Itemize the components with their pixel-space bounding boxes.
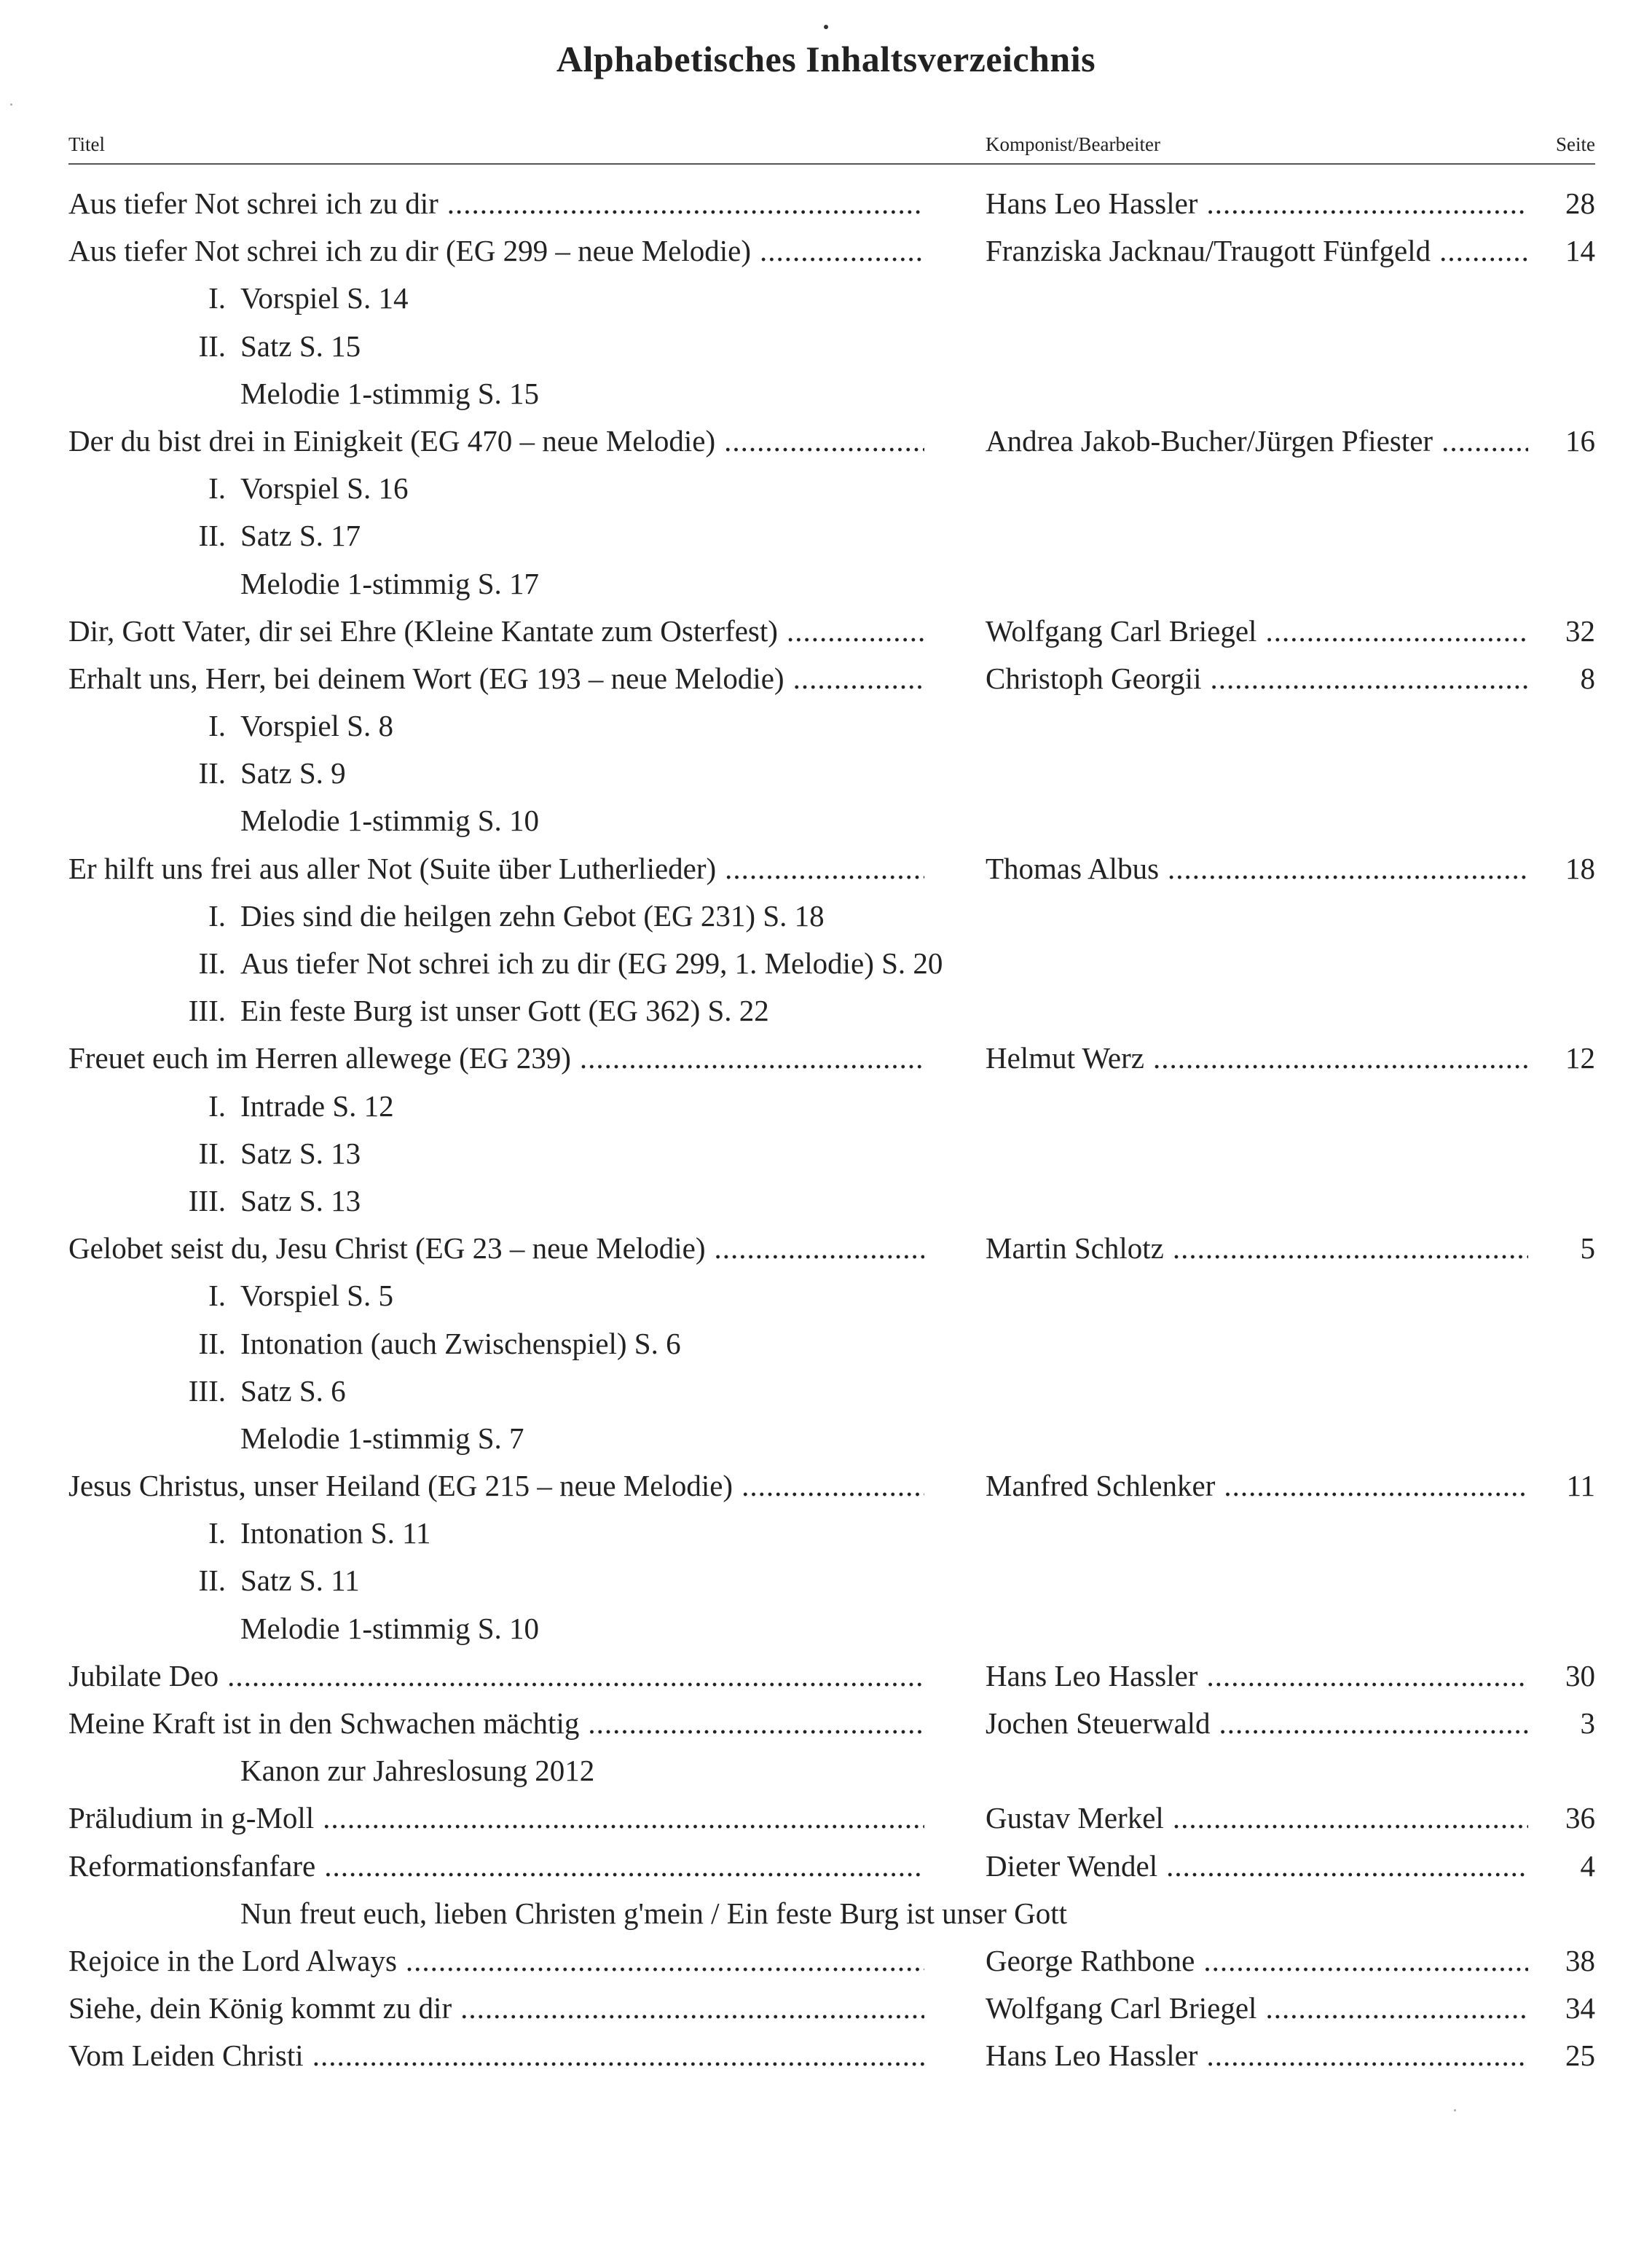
note-text: Kanon zur Jahreslosung 2012	[240, 1754, 595, 1788]
entry-title: Vom Leiden Christi	[68, 2039, 304, 2073]
note-text: Melodie 1-stimmig S. 15	[240, 376, 539, 410]
subentry-text: Satz S. 13	[240, 1183, 361, 1217]
entry-title-cell	[68, 1700, 924, 1747]
entry-composer: Wolfgang Carl Briegel	[986, 613, 1257, 648]
subentry-text: Dies sind die heilgen zehn Gebot (EG 231) S. 18	[240, 898, 825, 933]
entry-title-cell	[68, 845, 924, 892]
dot-leader	[1265, 608, 1528, 655]
scan-speck	[1454, 2109, 1456, 2111]
entry-composer: Gustav Merkel	[986, 1801, 1164, 1835]
dot-leader	[1206, 180, 1528, 227]
entry-title-cell	[68, 1794, 924, 1842]
note-text: Melodie 1-stimmig S. 17	[240, 566, 539, 600]
note-text: Nun freut euch, lieben Christen g'mein / Ein feste Burg ist unser Gott	[240, 1896, 1068, 1930]
toc-subentry	[0, 1177, 1652, 1225]
entry-title: Präludium in g-Moll	[68, 1801, 315, 1835]
dot-leader	[1206, 1652, 1528, 1700]
entry-composer: Christoph Georgii	[986, 661, 1202, 695]
subentry-numeral: I.	[208, 471, 226, 506]
entry-title: Meine Kraft ist in den Schwachen mächtig	[68, 1706, 580, 1740]
toc-note	[0, 560, 1652, 608]
entry-composer-cell	[986, 2032, 1528, 2079]
dot-leader	[1224, 1462, 1528, 1510]
toc-note	[0, 797, 1652, 844]
toc-entry	[0, 1937, 1652, 1985]
entry-title: Gelobet seist du, Jesu Christ (EG 23 – neue Melodie)	[68, 1231, 706, 1266]
toc-subentry	[0, 702, 1652, 750]
entry-composer: Helmut Werz	[986, 1041, 1144, 1075]
entry-composer: Martin Schlotz	[986, 1231, 1164, 1266]
subentry-numeral: I.	[208, 898, 226, 933]
entry-composer-cell	[986, 1843, 1528, 1890]
toc-subentry	[0, 1083, 1652, 1130]
subentry-text: Satz S. 6	[240, 1373, 346, 1408]
dot-leader	[1166, 1843, 1528, 1890]
entry-composer-cell	[986, 1794, 1528, 1842]
dot-leader	[447, 180, 924, 227]
toc-entry	[0, 2032, 1652, 2079]
entry-title-cell	[68, 608, 924, 655]
subentry-text: Intonation S. 11	[240, 1516, 431, 1550]
toc-subentry	[0, 940, 1652, 987]
entry-title: Reformationsfanfare	[68, 1848, 316, 1883]
dot-leader	[312, 2032, 924, 2079]
subentry-numeral: II.	[198, 1564, 226, 1598]
entry-title: Er hilft uns frei aus aller Not (Suite über Lutherlieder)	[68, 851, 717, 885]
subentry-numeral: II.	[198, 1136, 226, 1170]
toc-entry	[0, 180, 1652, 227]
toc-subentry	[0, 512, 1652, 560]
entry-title: Aus tiefer Not schrei ich zu dir (EG 299 – neue Melodie)	[68, 234, 752, 268]
dot-leader	[724, 417, 924, 465]
toc-subentry	[0, 1510, 1652, 1557]
toc-entry	[0, 1843, 1652, 1890]
toc-subentry	[0, 323, 1652, 370]
dot-leader	[1203, 1937, 1528, 1985]
entry-page-number: 18	[1565, 851, 1595, 885]
subentry-numeral: I.	[208, 1279, 226, 1313]
note-text: Melodie 1-stimmig S. 10	[240, 804, 539, 838]
entry-composer-cell	[986, 1985, 1528, 2032]
subentry-text: Satz S. 13	[240, 1136, 361, 1170]
column-header-titel: Titel	[68, 133, 106, 155]
entry-composer-cell	[986, 1035, 1528, 1082]
entry-page-number: 14	[1565, 234, 1595, 268]
entry-composer-cell	[986, 845, 1528, 892]
column-header-komponist: Komponist/Bearbeiter	[986, 133, 1160, 155]
entry-page-number: 4	[1580, 1848, 1595, 1883]
entry-title-cell	[68, 655, 924, 702]
entry-composer-cell	[986, 180, 1528, 227]
toc-entries	[0, 180, 1652, 2080]
toc-note	[0, 370, 1652, 417]
toc-entry	[0, 417, 1652, 465]
toc-note	[0, 1890, 1652, 1937]
entry-composer-cell	[986, 417, 1528, 465]
entry-title-cell	[68, 1843, 924, 1890]
entry-page-number: 5	[1580, 1231, 1595, 1266]
dot-leader	[742, 1462, 924, 1510]
entry-page-number: 8	[1580, 661, 1595, 695]
entry-composer: Jochen Steuerwald	[986, 1706, 1211, 1740]
subentry-numeral: II.	[198, 519, 226, 553]
subentry-text: Vorspiel S. 5	[240, 1279, 393, 1313]
subentry-text: Intonation (auch Zwischenspiel) S. 6	[240, 1326, 681, 1360]
entry-page-number: 11	[1566, 1469, 1595, 1503]
entry-composer: Hans Leo Hassler	[986, 2039, 1198, 2073]
dot-leader	[760, 227, 924, 275]
entry-page-number: 30	[1565, 1658, 1595, 1692]
toc-subentry	[0, 1320, 1652, 1368]
dot-leader	[1265, 1985, 1528, 2032]
subentry-text: Vorspiel S. 16	[240, 471, 409, 506]
subentry-text: Ein feste Burg ist unser Gott (EG 362) S. 22	[240, 994, 769, 1028]
subentry-text: Vorspiel S. 8	[240, 709, 393, 743]
entry-title: Jubilate Deo	[68, 1658, 219, 1692]
dot-leader	[787, 608, 924, 655]
entry-page-number: 3	[1580, 1706, 1595, 1740]
toc-entry	[0, 655, 1652, 702]
subentry-numeral: II.	[198, 329, 226, 363]
entry-composer: Hans Leo Hassler	[986, 1658, 1198, 1692]
entry-title: Erhalt uns, Herr, bei deinem Wort (EG 193 – neue Melodie)	[68, 661, 784, 695]
toc-entry	[0, 1985, 1652, 2032]
subentry-text: Aus tiefer Not schrei ich zu dir (EG 299, 1. Melodie) S. 20	[240, 946, 943, 980]
subentry-text: Satz S. 17	[240, 519, 361, 553]
toc-subentry	[0, 750, 1652, 797]
entry-title-cell	[68, 1035, 924, 1082]
entry-composer-cell	[986, 1462, 1528, 1510]
subentry-numeral: II.	[198, 946, 226, 980]
toc-entry	[0, 1225, 1652, 1272]
entry-title: Freuet euch im Herren allewege (EG 239)	[68, 1041, 571, 1075]
subentry-numeral: I.	[208, 1088, 226, 1123]
toc-entry	[0, 227, 1652, 275]
entry-title-cell	[68, 2032, 924, 2079]
entry-composer-cell	[986, 1225, 1528, 1272]
dot-leader	[1173, 1225, 1528, 1272]
dot-leader	[227, 1652, 924, 1700]
entry-page-number: 25	[1565, 2039, 1595, 2073]
entry-composer: Andrea Jakob-Bucher/Jürgen Pfiester	[986, 423, 1433, 458]
toc-note	[0, 1605, 1652, 1652]
entry-title: Dir, Gott Vater, dir sei Ehre (Kleine Kantate zum Osterfest)	[68, 613, 778, 648]
entry-title: Der du bist drei in Einigkeit (EG 470 – neue Melodie)	[68, 423, 716, 458]
dot-leader	[1168, 845, 1528, 892]
entry-title-cell	[68, 1225, 924, 1272]
subentry-text: Satz S. 11	[240, 1564, 360, 1598]
entry-title-cell	[68, 1937, 924, 1985]
entry-page-number: 38	[1565, 1943, 1595, 1977]
entry-composer-cell	[986, 1937, 1528, 1985]
entry-page-number: 34	[1565, 1991, 1595, 2025]
entry-composer-cell	[986, 1652, 1528, 1700]
dot-leader	[1153, 1035, 1528, 1082]
entry-composer: Dieter Wendel	[986, 1848, 1158, 1883]
title-dot	[824, 25, 828, 29]
column-header-seite: Seite	[1556, 133, 1595, 155]
dot-leader	[793, 655, 924, 702]
dot-leader	[715, 1225, 924, 1272]
toc-entry	[0, 845, 1652, 892]
entry-composer: Thomas Albus	[986, 851, 1160, 885]
dot-leader	[725, 845, 924, 892]
entry-page-number: 28	[1565, 187, 1595, 220]
subentry-text: Satz S. 15	[240, 329, 361, 363]
entry-composer-cell	[986, 608, 1528, 655]
toc-subentry	[0, 465, 1652, 512]
toc-subentry	[0, 987, 1652, 1035]
dot-leader	[588, 1700, 924, 1747]
toc-entry	[0, 1794, 1652, 1842]
scan-speck	[10, 103, 12, 106]
dot-leader	[323, 1794, 924, 1842]
subentry-text: Intrade S. 12	[240, 1088, 394, 1123]
subentry-numeral: III.	[188, 1183, 226, 1217]
dot-leader	[406, 1937, 924, 1985]
toc-entry	[0, 608, 1652, 655]
subentry-numeral: II.	[198, 1326, 226, 1360]
note-text: Melodie 1-stimmig S. 10	[240, 1611, 539, 1645]
entry-composer: George Rathbone	[986, 1943, 1195, 1977]
toc-subentry	[0, 1368, 1652, 1415]
toc-subentry	[0, 1557, 1652, 1604]
subentry-text: Satz S. 9	[240, 756, 346, 790]
toc-subentry	[0, 275, 1652, 322]
toc-note	[0, 1415, 1652, 1462]
entry-title: Aus tiefer Not schrei ich zu dir	[68, 187, 438, 220]
subentry-numeral: III.	[188, 994, 226, 1028]
entry-title-cell	[68, 180, 924, 227]
entry-page-number: 32	[1565, 613, 1595, 648]
entry-composer: Franziska Jacknau/Traugott Fünfgeld	[986, 234, 1431, 268]
toc-entry	[0, 1035, 1652, 1082]
toc-subentry	[0, 892, 1652, 940]
toc-subentry	[0, 1130, 1652, 1177]
subentry-numeral: I.	[208, 1516, 226, 1550]
entry-composer-cell	[986, 1700, 1528, 1747]
entry-title: Jesus Christus, unser Heiland (EG 215 – neue Melodie)	[68, 1469, 733, 1503]
entry-title-cell	[68, 1462, 924, 1510]
page-title: Alphabetisches Inhaltsverzeichnis	[556, 39, 1096, 79]
note-text: Melodie 1-stimmig S. 7	[240, 1421, 524, 1455]
dot-leader	[580, 1035, 924, 1082]
header-rule	[68, 163, 1595, 165]
entry-composer-cell	[986, 655, 1528, 702]
subentry-text: Vorspiel S. 14	[240, 281, 409, 315]
subentry-numeral: II.	[198, 756, 226, 790]
dot-leader	[460, 1985, 924, 2032]
toc-note	[0, 1747, 1652, 1794]
dot-leader	[1441, 417, 1528, 465]
entry-title-cell	[68, 417, 924, 465]
entry-title-cell	[68, 227, 924, 275]
toc-entry	[0, 1652, 1652, 1700]
entry-page-number: 12	[1565, 1041, 1595, 1075]
dot-leader	[1211, 655, 1529, 702]
entry-composer: Wolfgang Carl Briegel	[986, 1991, 1257, 2025]
dot-leader	[1206, 2032, 1528, 2079]
dot-leader	[324, 1843, 924, 1890]
entry-title-cell	[68, 1652, 924, 1700]
dot-leader	[1219, 1700, 1528, 1747]
entry-composer: Manfred Schlenker	[986, 1469, 1216, 1503]
subentry-numeral: I.	[208, 709, 226, 743]
subentry-numeral: III.	[188, 1373, 226, 1408]
dot-leader	[1173, 1794, 1528, 1842]
toc-entry	[0, 1462, 1652, 1510]
entry-page-number: 36	[1565, 1801, 1595, 1835]
entry-title: Siehe, dein König kommt zu dir	[68, 1991, 452, 2025]
entry-composer: Hans Leo Hassler	[986, 187, 1198, 220]
entry-title: Rejoice in the Lord Always	[68, 1943, 397, 1977]
entry-page-number: 16	[1565, 423, 1595, 458]
subentry-numeral: I.	[208, 281, 226, 315]
toc-subentry	[0, 1272, 1652, 1319]
dot-leader	[1439, 227, 1528, 275]
toc-entry	[0, 1700, 1652, 1747]
entry-title-cell	[68, 1985, 924, 2032]
entry-composer-cell	[986, 227, 1528, 275]
